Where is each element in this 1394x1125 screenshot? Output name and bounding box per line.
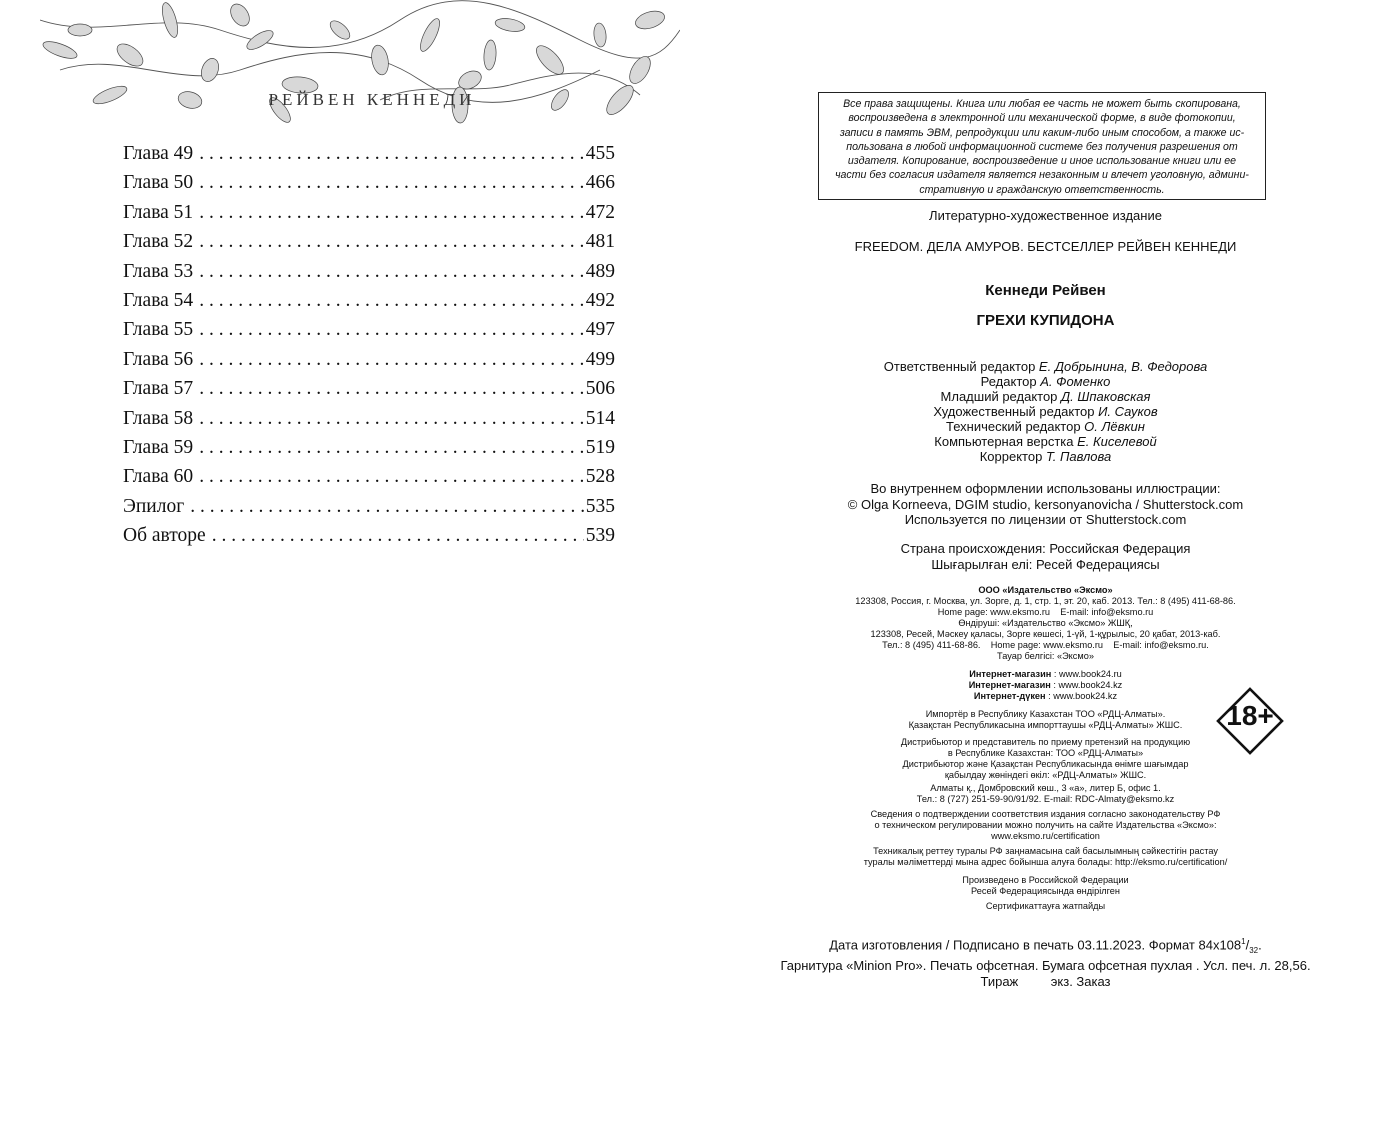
credit-name: Д. Шпаковская — [1061, 389, 1151, 404]
toc-entry — [123, 290, 615, 319]
publisher-line: 123308, Россия, г. Москва, ул. Зорге, д. 1, стр. 1, эт. 20, каб. 2013. Тел.: 8 (495) 411-68-86. — [855, 596, 1236, 606]
copyright-line: издателя. Копирование, воспроизведение и иное использование книги или ее — [847, 155, 1237, 168]
leaf-icon — [625, 53, 654, 87]
toc-leader-dots — [199, 172, 584, 194]
right-page — [697, 0, 1394, 1125]
toc-entry-page: 528 — [585, 466, 615, 488]
distributor-line: Дистрибьютор және Қазақстан Республикасында өнімге шағымдар — [902, 759, 1189, 769]
publisher-line: ООО «Издательство «Эксмо» — [978, 585, 1113, 595]
illustration-line: Во внутреннем оформлении использованы иллюстрации: — [870, 481, 1221, 496]
toc-entry-page: 472 — [585, 201, 615, 223]
illustration-line: © Olga Korneeva, DGIM studio, kersonyanovicha / Shutterstock.com — [847, 496, 1244, 512]
illustration-credits — [697, 481, 1394, 528]
toc-entry-title: Глава 59 — [123, 436, 194, 458]
credit-role: Компьютерная верстка — [934, 434, 1078, 449]
distributor-line: Дистрибьютор и представитель по приему претензий на продукцию — [900, 737, 1191, 747]
toc-entry-title: Глава 51 — [123, 201, 194, 223]
toc-leader-dots — [199, 466, 584, 488]
print-line-3: Тираж экз. Заказ — [980, 973, 1111, 989]
tech-regulation-line: туралы мәліметтерді мына адрес бойынша алуға болады: http://eksmo.ru/certification/ — [863, 857, 1228, 867]
toc-entry-page: 492 — [585, 289, 615, 311]
tech-regulation-line: Техникалық реттеу туралы РФ заңнамасына сай басылымның сәйкестігін растау — [873, 846, 1218, 856]
credit-line — [697, 404, 1394, 419]
credit-role: Технический редактор — [946, 419, 1085, 434]
copyright-line: пользована в любой информационной системе без получения разрешения от — [846, 140, 1238, 153]
shop-line — [697, 669, 1394, 680]
importer-line: Қазақстан Республикасына импорттаушы «РДЦ-Алматы» ЖШС. — [908, 720, 1183, 730]
toc-entry-title: Глава 58 — [123, 407, 194, 429]
toc-entry-title: Глава 60 — [123, 466, 194, 488]
toc-leader-dots — [199, 349, 584, 371]
toc-entry-title: Глава 57 — [123, 378, 194, 400]
toc-entry-title: Глава 56 — [123, 348, 194, 370]
table-of-contents — [123, 143, 615, 554]
toc-entry-page: 455 — [585, 143, 615, 164]
certification-info — [697, 809, 1394, 842]
toc-leader-dots — [190, 496, 584, 518]
country-line: Страна происхождения: Российская Федерация — [900, 541, 1191, 556]
credit-line — [697, 374, 1394, 389]
publisher-line: 123308, Ресей, Мәскеу қаласы, Зорге көшесі, 1-үй, 1-құрылыс, 20 қабат, 2013-каб. — [870, 629, 1221, 639]
toc-entry-page: 519 — [585, 436, 615, 458]
print-line-1: Дата изготовления / Подписано в печать 03.11.2023. Формат $84x108^1/_{32}$. — [829, 937, 1262, 955]
publisher-line: Өндіруші: «Издательство «Эксмо» ЖШҚ, — [958, 618, 1133, 628]
toc-entry-page: 466 — [585, 172, 615, 194]
toc-leader-dots — [199, 202, 584, 224]
leaf-icon — [227, 1, 253, 30]
toc-leader-dots — [199, 437, 584, 459]
leaf-icon — [417, 16, 444, 54]
toc-entry-page: 481 — [585, 231, 615, 253]
credit-role: Художественный редактор — [933, 404, 1099, 419]
toc-entry — [123, 349, 615, 378]
toc-leader-dots — [199, 261, 584, 283]
format-fraction-denominator: 32 — [1249, 945, 1259, 955]
toc-leader-dots — [199, 231, 584, 253]
shop-url: : www.book24.ru — [1051, 669, 1122, 679]
address-line: Алматы қ., Домбровский көш., 3 «а», литер Б, офис 1. — [930, 783, 1161, 793]
botanical-leaves-icon — [40, 0, 680, 130]
toc-entry-title: Глава 53 — [123, 260, 194, 282]
address-line: Тел.: 8 (727) 251-59-90/91/92. E-mail: RDC-Almaty@eksmo.kz — [916, 794, 1175, 804]
print-details — [697, 934, 1394, 989]
toc-entry-page: 497 — [585, 319, 615, 341]
toc-entry-page: 539 — [585, 525, 615, 547]
credit-line — [697, 389, 1394, 404]
toc-entry-title: Глава 49 — [123, 143, 194, 164]
shop-line — [697, 691, 1394, 702]
leaf-icon — [369, 44, 390, 77]
credit-line — [697, 419, 1394, 434]
credit-name: О. Лёвкин — [1084, 419, 1145, 434]
credit-line — [697, 449, 1394, 464]
produced-line: Ресей Федерациясында өндірілген — [971, 886, 1120, 896]
produced-line: Произведено в Российской Федерации — [962, 875, 1129, 885]
leaf-icon — [244, 27, 276, 53]
series-name: FREEDOM. ДЕЛА АМУРОВ. БЕСТСЕЛЛЕР РЕЙВЕН КЕННЕДИ — [854, 239, 1237, 254]
leaf-icon — [198, 56, 222, 84]
shop-url: : www.book24.kz — [1045, 691, 1118, 701]
toc-entry-title: Глава 54 — [123, 289, 194, 311]
editorial-credits — [697, 359, 1394, 464]
leaf-icon — [483, 40, 497, 71]
copyright-notice-box — [818, 92, 1266, 200]
toc-entry-title: Глава 52 — [123, 231, 194, 253]
credit-role: Ответственный редактор — [883, 359, 1039, 374]
leaf-icon — [494, 16, 526, 33]
shop-label: Интернет-магазин — [968, 680, 1051, 690]
credit-name: Е. Добрынина, В. Федорова — [1038, 359, 1208, 374]
credit-role: Корректор — [979, 449, 1046, 464]
age-rating-label: 18+ — [1226, 700, 1274, 731]
toc-leader-dots — [199, 290, 584, 312]
credit-name: Е. Киселевой — [1077, 434, 1157, 449]
toc-entry-page: 489 — [585, 260, 615, 282]
toc-leader-dots — [199, 319, 584, 341]
publisher-line: Home page: www.eksmo.ru E-mail: info@eksmo.ru — [937, 607, 1154, 617]
toc-entry-page: 499 — [585, 348, 615, 370]
toc-leader-dots — [212, 525, 584, 547]
format-fraction-numerator: 1 — [1241, 937, 1246, 946]
toc-entry — [123, 408, 615, 437]
toc-entry — [123, 172, 615, 201]
certification-line: www.eksmo.ru/certification — [991, 831, 1100, 841]
publisher-line: Тауар белгісі: «Эксмо» — [997, 651, 1094, 661]
credit-name: И. Сауков — [1098, 404, 1158, 419]
credit-line — [697, 359, 1394, 374]
copyright-line: стративную и гражданскую ответственность. — [919, 183, 1165, 196]
print-line-2: Гарнитура «Minion Pro». Печать офсетная. Бумага офсетная пухлая . Усл. печ. л. 28,56. — [780, 958, 1311, 974]
produced-in — [697, 875, 1394, 897]
credit-role: Редактор — [980, 374, 1041, 389]
no-certification: Сертификаттауға жатпайды — [985, 901, 1106, 911]
distributor-info — [697, 737, 1394, 781]
leaf-icon — [159, 1, 180, 39]
toc-entry-page: 535 — [585, 495, 615, 517]
shop-line — [697, 680, 1394, 691]
toc-entry-title: Глава 50 — [123, 172, 194, 194]
importer-info — [697, 709, 1394, 731]
running-head: РЕЙВЕН КЕННЕДИ — [268, 90, 476, 109]
toc-entry-title: Глава 55 — [123, 319, 194, 341]
toc-entry-page: 506 — [585, 378, 615, 400]
print-line-1-end: . — [1258, 937, 1262, 953]
toc-leader-dots — [199, 378, 584, 400]
copyright-line: записи в память ЭВМ, репродукции или каким-либо иным способом, а также ис- — [839, 126, 1245, 139]
copyright-line: воспроизведена в электронной или механической форме, в виде фотокопии, — [848, 112, 1236, 125]
leaf-icon — [532, 41, 568, 78]
importer-line: Импортёр в Республику Казахстан ТОО «РДЦ-Алматы». — [925, 709, 1166, 719]
copyright-line: Все права защищены. Книга или любая ее часть не может быть скопирована, — [843, 98, 1241, 110]
toc-entry-page: 514 — [585, 407, 615, 429]
leaf-icon — [68, 24, 92, 36]
toc-entry — [123, 378, 615, 407]
edition-type: Литературно-художественное издание — [929, 208, 1162, 223]
credit-name: Т. Павлова — [1045, 449, 1112, 464]
country-of-origin — [697, 541, 1394, 572]
publisher-info — [697, 585, 1394, 662]
distributor-line: қабылдау жөніндегі өкіл: «РДЦ-Алматы» ЖШС. — [944, 770, 1147, 780]
author-name: Кеннеди Рейвен — [985, 282, 1106, 299]
toc-leader-dots — [199, 143, 584, 165]
shop-label: Интернет-дүкен — [973, 691, 1046, 701]
online-shops — [697, 669, 1394, 702]
credit-name: А. Фоменко — [1040, 374, 1111, 389]
leaf-icon — [327, 18, 353, 43]
country-line: Шығарылған елі: Ресей Федерациясы — [931, 556, 1160, 572]
leaf-icon — [633, 8, 666, 32]
credit-line — [697, 434, 1394, 449]
credit-role: Младший редактор — [940, 389, 1062, 404]
toc-entry — [123, 437, 615, 466]
toc-entry — [123, 496, 615, 525]
publisher-line: Тел.: 8 (495) 411-68-86. Home page: www.eksmo.ru E-mail: info@eksmo.ru. — [882, 640, 1209, 650]
tech-regulation-info — [697, 846, 1394, 868]
certification-line: о техническом регулировании можно получить на сайте Издательства «Эксмо»: — [874, 820, 1217, 830]
certification-line: Сведения о подтверждении соответствия издания согласно законодательству РФ — [870, 809, 1221, 819]
illustration-line: Используется по лицензии от Shutterstock.com — [904, 512, 1187, 527]
toc-entry — [123, 231, 615, 260]
toc-entry — [123, 525, 615, 554]
toc-entry — [123, 319, 615, 348]
shop-url: : www.book24.kz — [1050, 680, 1123, 690]
leaf-icon — [41, 38, 79, 62]
distributor-line: в Республике Казахстан: ТОО «РДЦ-Алматы» — [947, 748, 1144, 758]
almaty-address — [697, 783, 1394, 805]
book-title: ГРЕХИ КУПИДОНА — [976, 312, 1115, 329]
toc-entry-title: Об авторе — [123, 525, 206, 547]
toc-entry-title: Эпилог — [123, 495, 185, 517]
shop-label: Интернет-магазин — [969, 669, 1052, 679]
copyright-line: части без согласия издателя является незаконным и влечет уголовную, админи- — [835, 169, 1249, 182]
toc-entry — [123, 261, 615, 290]
toc-entry — [123, 202, 615, 231]
leaf-icon — [593, 22, 607, 47]
toc-leader-dots — [199, 408, 584, 430]
print-date-format: Дата изготовления / Подписано в печать 03.11.2023. Формат 84x108 — [829, 937, 1242, 953]
toc-entry — [123, 466, 615, 495]
toc-entry — [123, 143, 615, 172]
